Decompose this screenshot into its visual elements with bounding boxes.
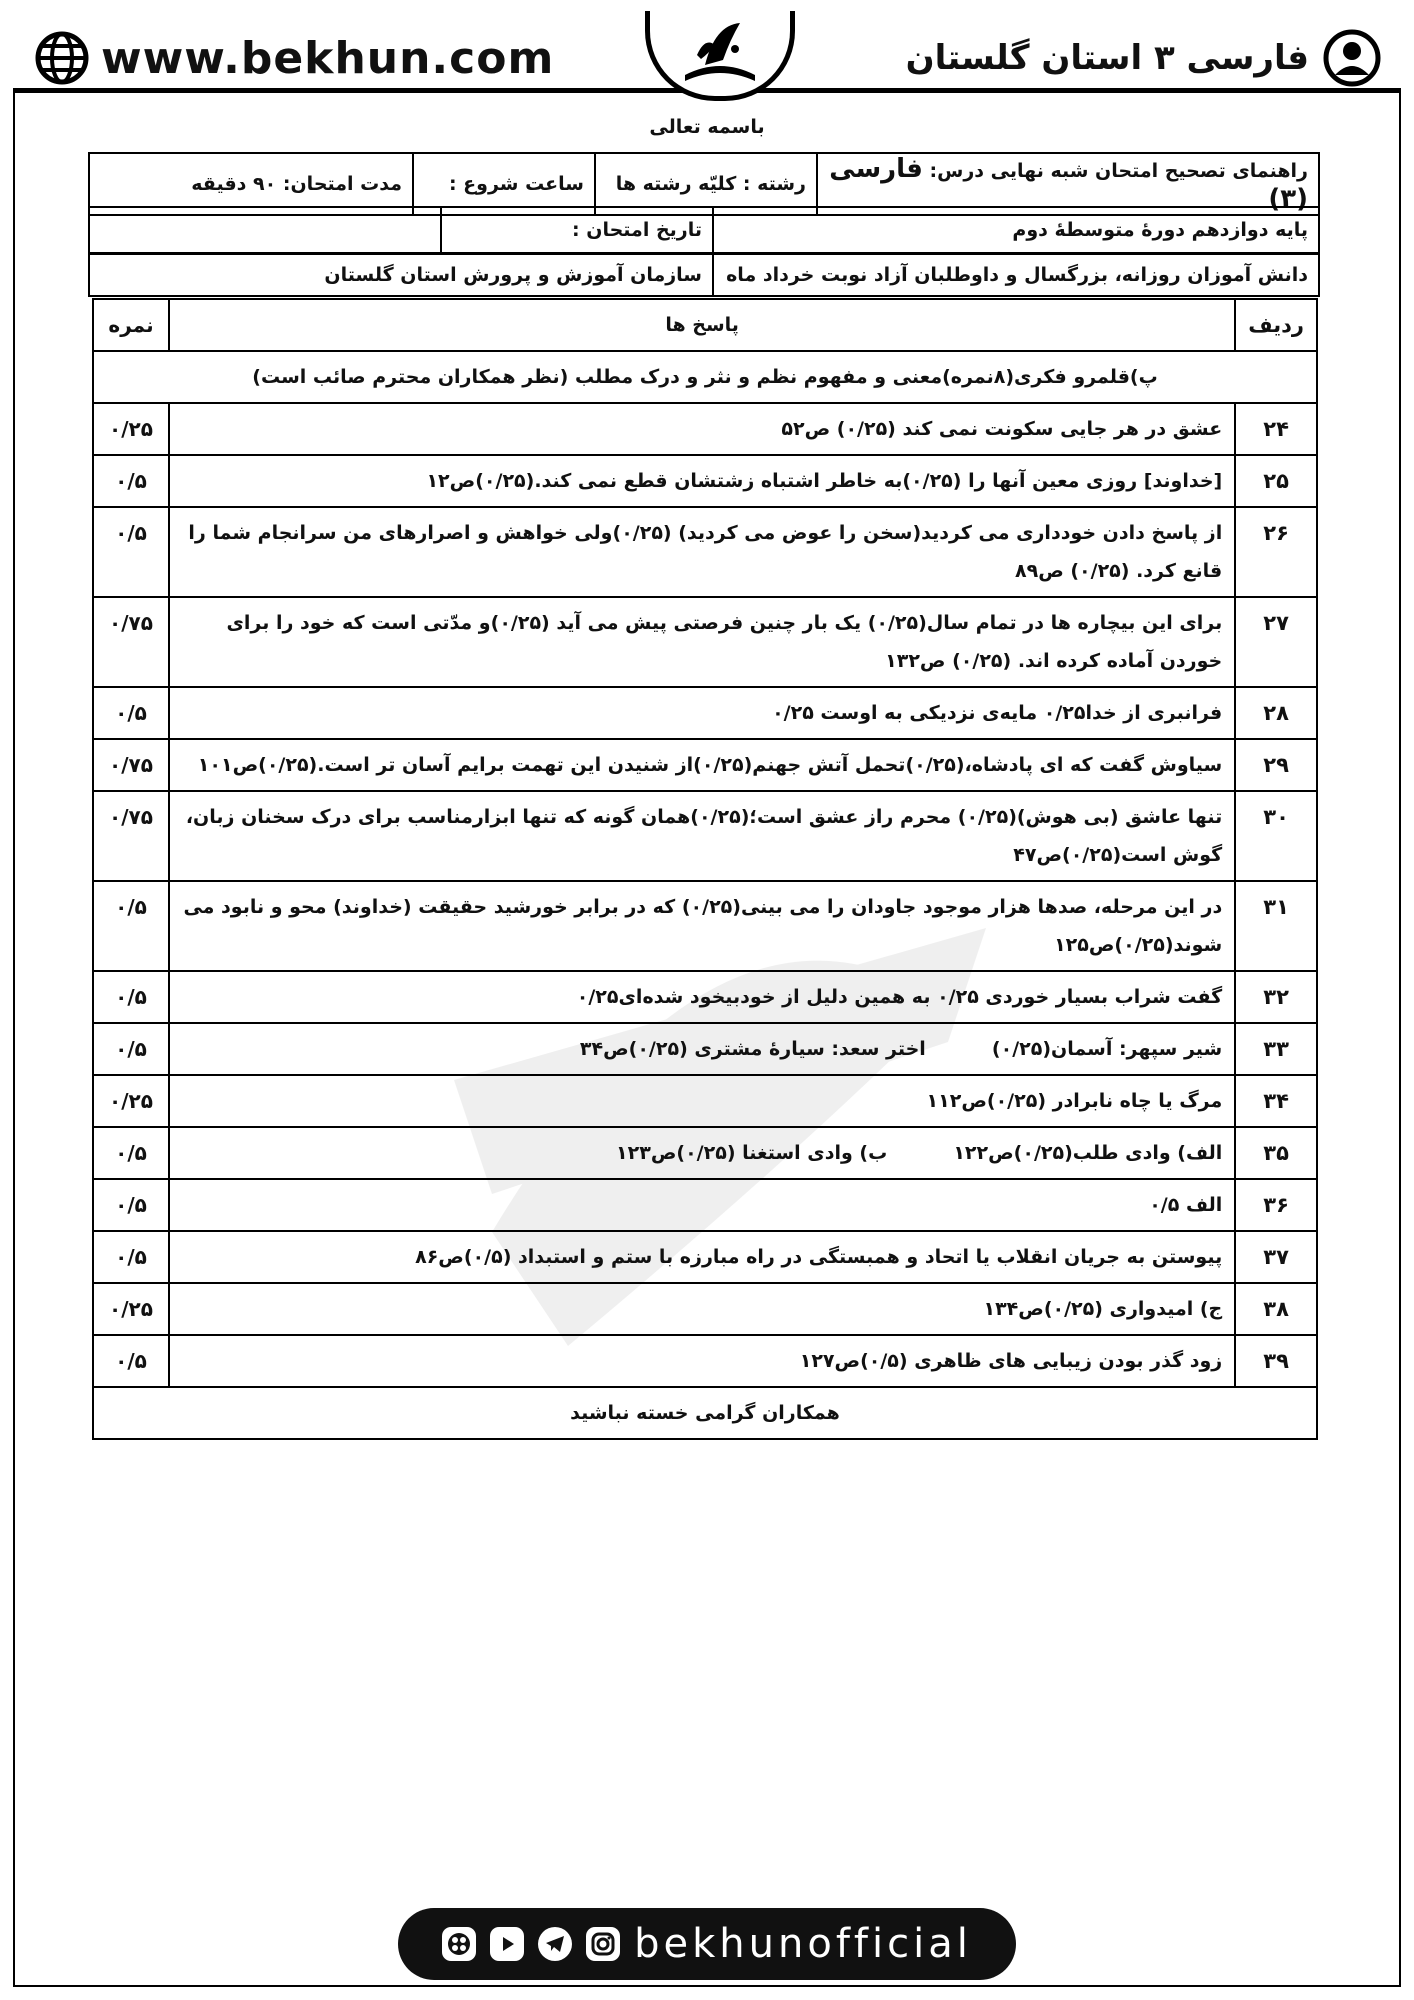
score-value: ۰/۵ [93,881,169,971]
answer-text: زود گذر بودن زیبایی های ظاهری (۰/۵)ص۱۲۷ [169,1335,1235,1387]
table-row [93,791,1317,881]
section-title: پ)قلمرو فکری(۸نمره)معنی و مفهوم نظم و نثر و درک مطلب (نظر همکاران محترم صائب است) [93,351,1317,403]
answer-text: [خداوند] روزی معین آنها را (۰/۲۵)به خاطر اشتباه زشتشان قطع نمی کند.(۰/۲۵)ص۱۲ [169,455,1235,507]
row-number: ۳۵ [1235,1127,1317,1179]
social-handle: bekhunofficial [634,1921,972,1967]
col-answers-header: پاسخ ها [169,299,1235,351]
answer-text: الف) وادی طلب(۰/۲۵)ص۱۲۲ ب) وادی استغنا (۰/۲۵)ص۱۲۳ [169,1127,1235,1179]
exam-info-row-3 [88,253,1320,297]
table-row [93,507,1317,597]
score-value: ۰/۵ [93,1231,169,1283]
answer-text: ج) امیدواری (۰/۲۵)ص۱۳۴ [169,1283,1235,1335]
row-number: ۳۰ [1235,791,1317,881]
score-value: ۰/۷۵ [93,739,169,791]
col-score-header: نمره [93,299,169,351]
score-value: ۰/۲۵ [93,1075,169,1127]
table-row [93,455,1317,507]
row-number: ۲۴ [1235,403,1317,455]
duration-cell: مدت امتحان: ۹۰ دقیقه [89,153,413,215]
field-cell: رشته : کلیّه رشته ها [595,153,817,215]
row-number: ۳۲ [1235,971,1317,1023]
row-number: ۲۸ [1235,687,1317,739]
score-value: ۰/۷۵ [93,791,169,881]
section-row [93,351,1317,403]
score-value: ۰/۵ [93,1179,169,1231]
row-number: ۲۶ [1235,507,1317,597]
top-header [13,13,1401,93]
globe-icon [35,31,89,85]
table-row [93,1231,1317,1283]
answer-text: تنها عاشق (بی هوش)(۰/۲۵) محرم راز عشق است؛(۰/۲۵)همان گونه که تنها ابزارمناسب برای درک سخنان زبان، گوش است(۰/۲۵)ص۴۷ [169,791,1235,881]
exam-info-row-2 [88,206,1320,254]
score-value: ۰/۵ [93,1023,169,1075]
answer-text: در این مرحله، صدها هزار موجود جاودان را می بینی(۰/۲۵) که در برابر خورشید حقیقت (خداوند) محو و نابود می شوند(۰/۲۵)ص۱۲۵ [169,881,1235,971]
answer-text: فرانبری از خدا۰/۲۵ مایه‌ی نزدیکی به اوست ۰/۲۵ [169,687,1235,739]
row-number: ۲۷ [1235,597,1317,687]
table-row [93,1335,1317,1387]
answer-table [92,298,1318,1440]
basmala: باسمه تعالی [649,116,765,138]
score-value: ۰/۵ [93,687,169,739]
answer-text: پیوستن به جریان انقلاب یا اتحاد و همبستگی در راه مبارزه با ستم و استبداد (۰/۵)ص۸۶ [169,1231,1235,1283]
answer-text: سیاوش گفت که ای پادشاه،(۰/۲۵)تحمل آتش جهنم(۰/۲۵)از شنیدن این تهمت برایم آسان تر است.(۰/۲۵)ص۱۰۱ [169,739,1235,791]
exam-date-cell: تاریخ امتحان : [441,207,713,253]
website-link[interactable] [35,31,554,85]
table-row [93,1023,1317,1075]
row-number: ۲۵ [1235,455,1317,507]
table-row [93,1075,1317,1127]
score-value: ۰/۵ [93,971,169,1023]
score-value: ۰/۵ [93,507,169,597]
row-number: ۲۹ [1235,739,1317,791]
telegram-icon[interactable] [538,1927,572,1961]
row-number: ۳۱ [1235,881,1317,971]
brand-logo [645,11,795,101]
answer-text: الف ۰/۵ [169,1179,1235,1231]
row-number: ۳۸ [1235,1283,1317,1335]
score-value: ۰/۲۵ [93,1283,169,1335]
score-value: ۰/۷۵ [93,597,169,687]
col-row-header: ردیف [1235,299,1317,351]
website-text: www.bekhun.com [101,32,555,84]
book-logo-icon [675,15,765,93]
score-value: ۰/۵ [93,1335,169,1387]
table-row [93,971,1317,1023]
score-value: ۰/۲۵ [93,403,169,455]
score-value: ۰/۵ [93,455,169,507]
closing-text: همکاران گرامی خسته نباشید [93,1387,1317,1439]
start-time-cell: ساعت شروع : [413,153,595,215]
row-number: ۳۳ [1235,1023,1317,1075]
students-cell: دانش آموزان روزانه، بزرگسال و داوطلبان آزاد نوبت خرداد ماه [713,254,1319,296]
table-header-row [93,299,1317,351]
row-number: ۳۹ [1235,1335,1317,1387]
score-value: ۰/۵ [93,1127,169,1179]
page-title [906,29,1381,87]
answer-text: گفت شراب بسیار خوردی ۰/۲۵ به همین دلیل از خودبیخود شده‌ای۰/۲۵ [169,971,1235,1023]
social-footer[interactable] [398,1908,1016,1980]
blank-cell [89,207,441,253]
table-row [93,597,1317,687]
answer-text: عشق در هر جایی سکونت نمی کند (۰/۲۵) ص۵۲ [169,403,1235,455]
row-number: ۳۶ [1235,1179,1317,1231]
aparat-icon[interactable] [442,1927,476,1961]
table-row [93,881,1317,971]
title-text: فارسی ۳ استان گلستان [905,38,1309,78]
answer-text: برای این بیچاره ها در تمام سال(۰/۲۵) یک بار چنین فرصتی پیش می آید (۰/۲۵)و مدّتی است که خود را برای خوردن آماده کرده اند. (۰/۲۵) ص۱۳۲ [169,597,1235,687]
subject: فارسی (۳) [829,154,1308,214]
table-row [93,1179,1317,1231]
answer-text: مرگ یا چاه نابرادر (۰/۲۵)ص۱۱۲ [169,1075,1235,1127]
table-row [93,687,1317,739]
youtube-icon[interactable] [490,1927,524,1961]
answer-text: از پاسخ دادن خودداری می کردید(سخن را عوض می کردید) (۰/۲۵)ولی خواهش و اصرارهای من سرانجام شما را قانع کرد. (۰/۲۵) ص۸۹ [169,507,1235,597]
table-row [93,1283,1317,1335]
closing-row [93,1387,1317,1439]
answer-text: شیر سپهر: آسمان(۰/۲۵) اختر سعد: سیارهٔ مشتری (۰/۲۵)ص۳۴ [169,1023,1235,1075]
row-number: ۳۷ [1235,1231,1317,1283]
grade-cell: پایه دوازدهم دورهٔ متوسطهٔ دوم [713,207,1319,253]
org-cell: سازمان آموزش و پرورش استان گلستان [89,254,713,296]
table-row [93,739,1317,791]
table-row [93,403,1317,455]
guide-label: راهنمای تصحیح امتحان شبه نهایی درس: [929,160,1308,182]
row-number: ۳۴ [1235,1075,1317,1127]
user-icon [1323,29,1381,87]
table-row [93,1127,1317,1179]
instagram-icon[interactable] [586,1927,620,1961]
